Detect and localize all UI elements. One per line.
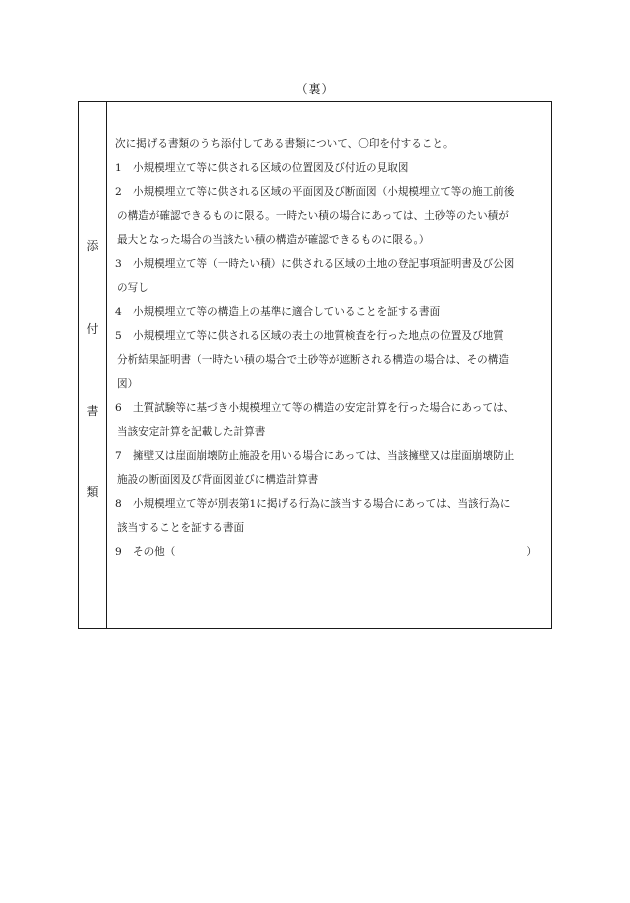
list-item-1[interactable] <box>115 156 547 180</box>
other-label: その他（ <box>133 546 176 558</box>
list-item-9-other[interactable] <box>115 540 547 564</box>
list-item-3[interactable] <box>115 252 547 276</box>
item-text-continued: 当該安定計算を記載した計算書 <box>117 426 266 438</box>
item-text-continued: 最大となった場合の当該たい積の構造が確認できるものに限る。） <box>117 234 430 246</box>
item-number: 3 <box>115 258 122 270</box>
item-number: 9 <box>115 546 122 558</box>
list-item-7[interactable] <box>115 444 547 468</box>
item-text: 土質試験等に基づき小規模埋立て等の構造の安定計算を行った場合にあっては、 <box>133 402 515 414</box>
item-number: 5 <box>115 330 122 342</box>
intro-text: 次に掲げる書類のうち添付してある書類について、〇印を付すること。 <box>115 138 454 150</box>
item-text: 小規模埋立て等に供される区域の位置図及び付近の見取図 <box>133 162 409 174</box>
item-text-continued: の構造が確認できるものに限る。一時たい積の場合にあっては、土砂等のたい積が <box>117 210 509 222</box>
item-number: 4 <box>115 306 122 318</box>
attached-documents-table <box>78 101 552 629</box>
list-item-8[interactable] <box>115 492 547 516</box>
item-text: 小規模埋立て等（一時たい積）に供される区域の土地の登記事項証明書及び公図 <box>133 258 515 270</box>
column-divider <box>106 102 107 628</box>
page-title: （裏） <box>295 82 335 96</box>
other-close-paren: ） <box>526 546 537 558</box>
item-text: 小規模埋立て等に供される区域の平面図及び断面図（小規模埋立て等の施工前後 <box>133 186 515 198</box>
item-number: 8 <box>115 498 122 510</box>
document-list <box>115 132 547 564</box>
item-text: 小規模埋立て等が別表第1に掲げる行為に該当する場合にあっては、当該行為に <box>133 498 511 510</box>
item-text: 小規模埋立て等の構造上の基準に適合していることを証する書面 <box>133 306 441 318</box>
item-number: 6 <box>115 402 122 414</box>
item-text-continued: の写し <box>117 282 149 294</box>
item-number: 1 <box>115 162 122 174</box>
item-text-continued: 図） <box>117 378 139 390</box>
side-label-char-3: 書 <box>86 404 99 418</box>
list-item-6[interactable] <box>115 396 547 420</box>
item-number: 7 <box>115 450 122 462</box>
list-item-2[interactable] <box>115 180 547 204</box>
item-text-continued: 該当することを証する書面 <box>117 522 245 534</box>
item-number: 2 <box>115 186 122 198</box>
item-text: 小規模埋立て等に供される区域の表土の地質検査を行った地点の位置及び地質 <box>133 330 504 342</box>
item-text-continued: 分析結果証明書（一時たい積の場合で土砂等が遮断される構造の場合は、その構造 <box>117 354 509 366</box>
item-text-continued: 施設の断面図及び背面図並びに構造計算書 <box>117 474 319 486</box>
side-label-char-1: 添 <box>86 239 99 253</box>
side-label-char-2: 付 <box>86 322 99 336</box>
side-label-char-4: 類 <box>86 485 99 499</box>
item-text: 擁壁又は崖面崩壊防止施設を用いる場合にあっては、当該擁壁又は崖面崩壊防止 <box>133 450 515 462</box>
list-item-5[interactable] <box>115 324 547 348</box>
list-item-4[interactable] <box>115 300 547 324</box>
